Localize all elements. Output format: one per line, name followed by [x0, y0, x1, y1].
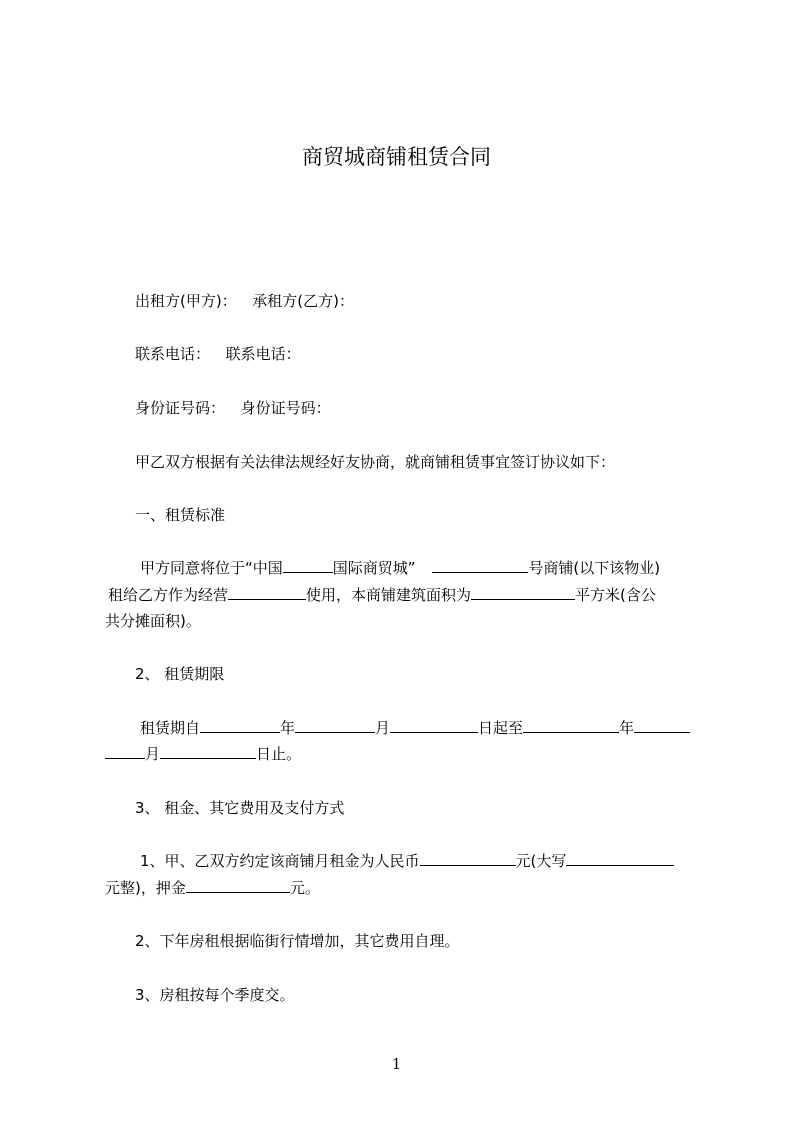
- lessor-phone-label: 联系电话：: [135, 345, 211, 363]
- blank-field: [283, 558, 333, 573]
- section3-text: 1、甲、乙双方约定该商铺月租金为人民币: [140, 852, 420, 870]
- phones-line: [135, 344, 301, 364]
- blank-field: [228, 585, 306, 600]
- document-title: 商贸城商铺租赁合同: [302, 145, 491, 169]
- blank-field: [186, 878, 290, 893]
- section3-text: 元整)，押金: [105, 879, 186, 897]
- section1-text: 使用，本商铺建筑面积为: [306, 586, 472, 604]
- section1-text: 租给乙方作为经营: [108, 586, 229, 604]
- section1-text: 平方米(含公: [575, 586, 656, 604]
- section2-line2: [105, 744, 301, 764]
- section2-text: 年: [280, 719, 296, 737]
- lessee-label: 承租方(乙方)：: [252, 292, 354, 310]
- lessee-phone-label: 联系电话：: [225, 345, 301, 363]
- section1-line1: [140, 558, 660, 578]
- blank-field: [471, 585, 575, 600]
- blank-field: [523, 718, 619, 733]
- section2-line1: [140, 718, 690, 738]
- lessor-label: 出租方(甲方)：: [135, 292, 237, 310]
- section2-text: 日起至: [478, 719, 524, 737]
- section2-heading: 2、 租赁期限: [135, 665, 225, 683]
- blank-field: [420, 851, 516, 866]
- blank-field: [432, 558, 528, 573]
- section2-text: 日止。: [256, 745, 302, 763]
- section1-line3: 共分摊面积)。: [105, 612, 201, 630]
- section2-text: 月: [145, 745, 161, 763]
- section2-text: 租赁期自: [140, 719, 201, 737]
- blank-field: [634, 718, 690, 733]
- section1-text: 甲方同意将位于“中国: [140, 559, 283, 577]
- blank-field: [200, 718, 280, 733]
- lessor-id-label: 身份证号码：: [135, 399, 226, 417]
- blank-field: [105, 744, 145, 759]
- section3-item1-line2: [105, 878, 320, 898]
- section3-item3: 3、房租按每个季度交。: [135, 986, 295, 1004]
- section1-heading: 一、租赁标准: [135, 506, 226, 524]
- ids-line: [135, 398, 331, 418]
- blank-field: [390, 718, 478, 733]
- section3-item1-line1: [140, 851, 674, 871]
- blank-field: [160, 744, 256, 759]
- parties-line: [135, 291, 354, 311]
- page-number: 1: [391, 1055, 402, 1073]
- section2-text: 月: [375, 719, 391, 737]
- section1-line2: [108, 585, 656, 605]
- blank-field: [566, 851, 674, 866]
- section3-text: 元。: [289, 879, 320, 897]
- section2-text: 年: [619, 719, 635, 737]
- intro-paragraph: 甲乙双方根据有关法律法规经好友协商，就商铺租赁事宜签订协议如下：: [135, 453, 616, 471]
- lessee-id-label: 身份证号码：: [240, 399, 331, 417]
- section1-text: 号商铺(以下该物业): [528, 559, 661, 577]
- section3-text: 元(大写: [515, 852, 567, 870]
- section3-item2: 2、下年房租根据临街行情增加，其它费用自理。: [135, 932, 460, 950]
- section3-heading: 3、 租金、其它费用及支付方式: [135, 799, 345, 817]
- blank-field: [295, 718, 375, 733]
- section1-text: 国际商贸城”: [332, 559, 416, 577]
